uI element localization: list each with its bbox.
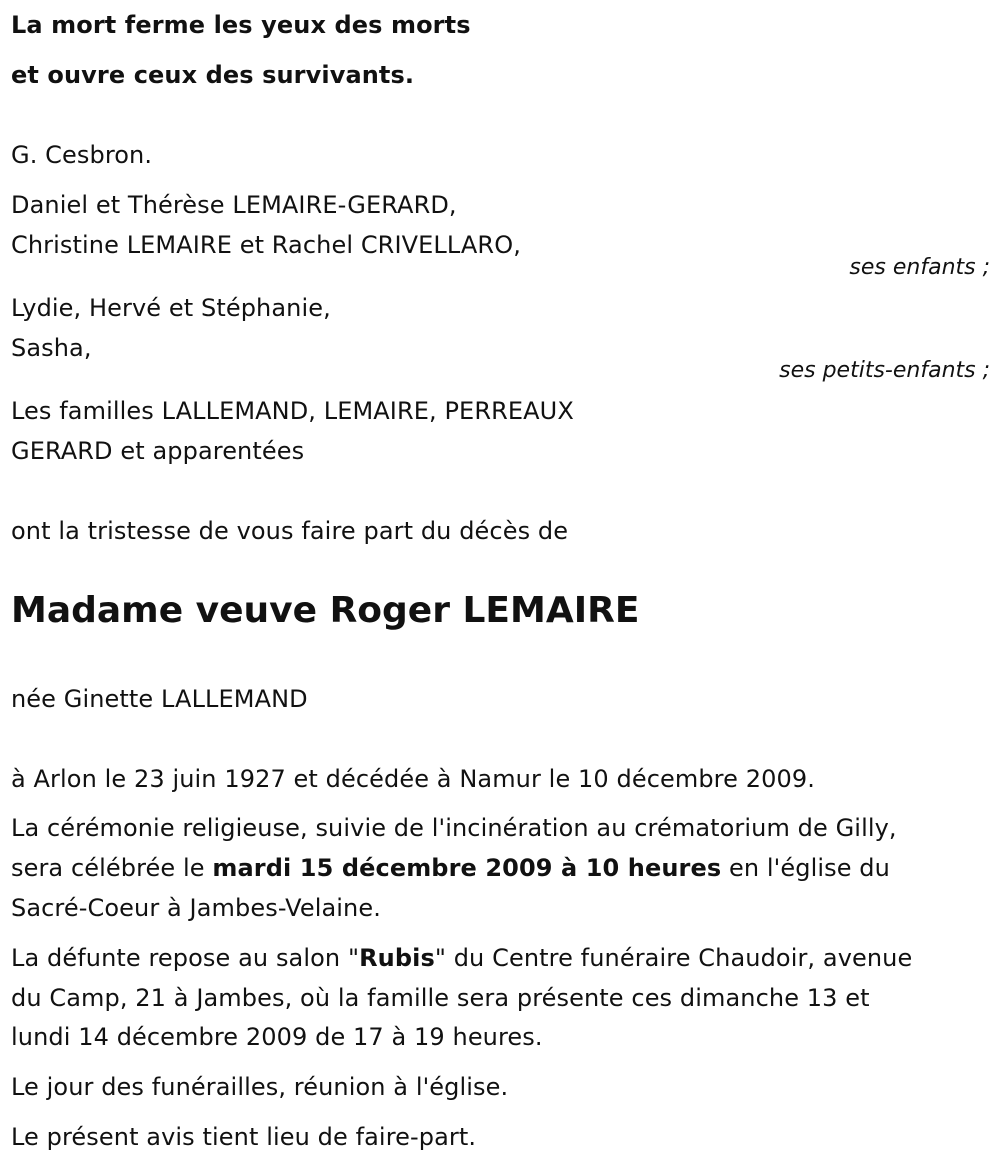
notice: Le présent avis tient lieu de faire-part. [11,1123,477,1151]
quote-author: G. Cesbron. [11,141,153,169]
maiden-name: née Ginette LALLEMAND [11,685,308,713]
announcement: ont la tristesse de vous faire part du décès de [11,517,569,545]
children-role: ses enfants ; [849,255,990,280]
children-line-1: Daniel et Thérèse LEMAIRE-GERARD, [11,191,457,219]
visitation-text-suffix: " du Centre funéraire Chaudoir, avenue [434,944,913,972]
birth-death-dates: à Arlon le 23 juin 1927 et décédée à Namur le 10 décembre 2009. [11,765,815,793]
ceremony-line-1: La cérémonie religieuse, suivie de l'incinération au crématorium de Gilly, [11,814,897,842]
funeral-meeting: Le jour des funérailles, réunion à l'église. [11,1073,509,1101]
grandchildren-line-2: Sasha, [11,334,92,362]
ceremony-date-time: mardi 15 décembre 2009 à 10 heures [212,854,722,882]
quote-line-2: et ouvre ceux des survivants. [11,61,415,89]
visitation-text-prefix: La défunte repose au salon " [11,944,360,972]
quote-line-1: La mort ferme les yeux des morts [11,11,471,39]
salon-name: Rubis [359,944,435,972]
ceremony-text-prefix: sera célébrée le [11,854,213,882]
ceremony-line-2 [11,853,890,883]
grandchildren-role: ses petits-enfants ; [779,358,990,383]
visitation-line-2: du Camp, 21 à Jambes, où la famille sera présente ces dimanche 13 et [11,984,870,1012]
grandchildren-line-1: Lydie, Hervé et Stéphanie, [11,294,331,322]
children-line-2: Christine LEMAIRE et Rachel CRIVELLARO, [11,231,521,259]
visitation-line-1 [11,943,912,973]
ceremony-line-3: Sacré-Coeur à Jambes-Velaine. [11,894,381,922]
families-line-1: Les familles LALLEMAND, LEMAIRE, PERREAUX [11,397,574,425]
deceased-name: Madame veuve Roger LEMAIRE [11,590,640,631]
ceremony-text-suffix: en l'église du [721,854,890,882]
families-line-2: GERARD et apparentées [11,437,305,465]
visitation-line-3: lundi 14 décembre 2009 de 17 à 19 heures. [11,1023,543,1051]
